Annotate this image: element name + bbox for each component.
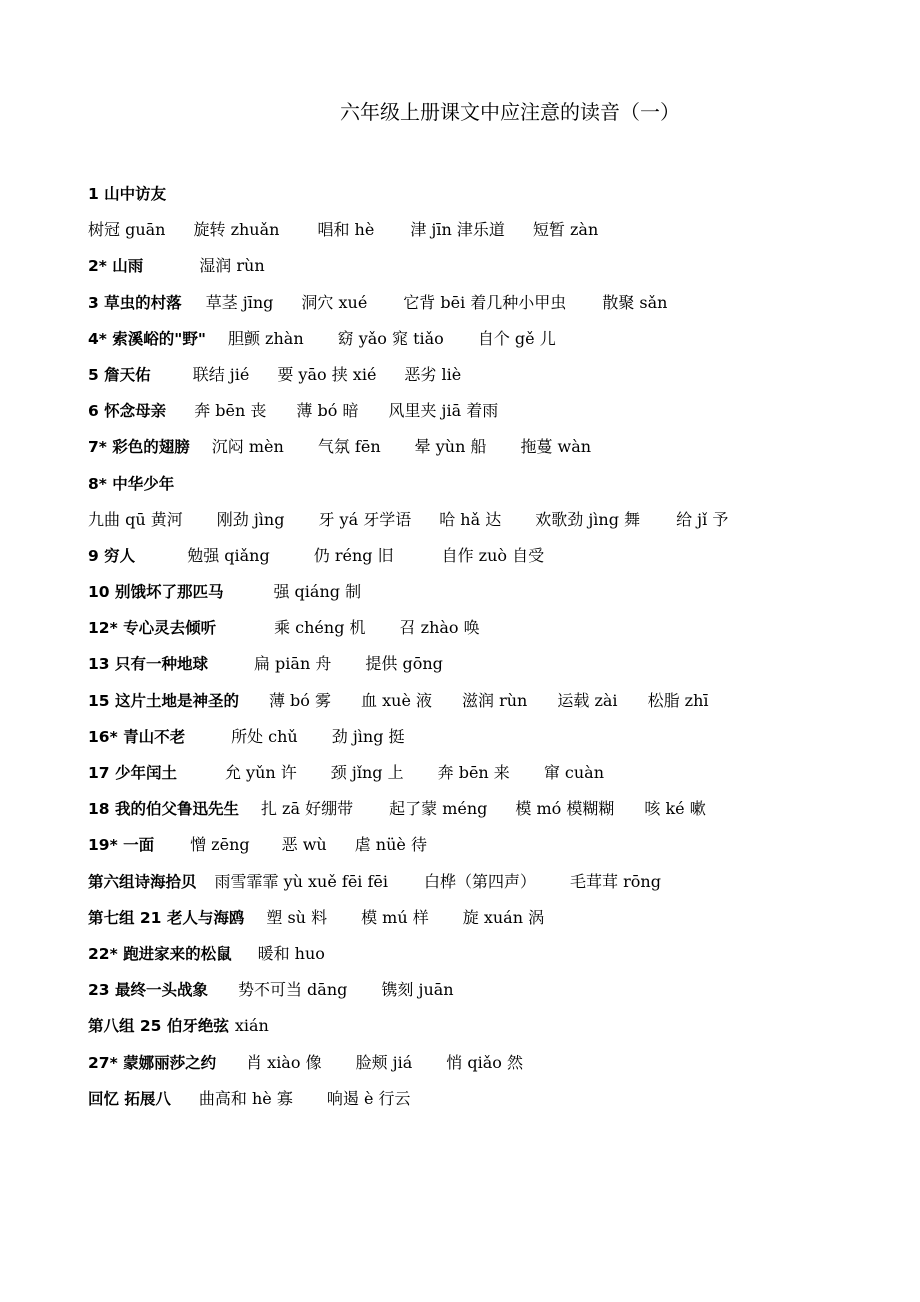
pronunciation-entry: 唱和 hè xyxy=(317,220,375,240)
lesson-line xyxy=(88,429,888,465)
lesson-line xyxy=(88,1008,888,1044)
pronunciation-entry: 白桦（第四声） xyxy=(424,871,537,891)
pronunciation-entry: 塑 sù 料 xyxy=(266,907,328,927)
pronunciation-entry: 雨雪霏霏 yù xuě fēi fēi xyxy=(214,871,389,891)
lesson-line xyxy=(88,285,888,321)
lesson-line xyxy=(88,538,888,574)
pronunciation-entry: 暖和 huo xyxy=(257,943,325,963)
pronunciation-entry: 肖 xiào 像 xyxy=(246,1052,322,1072)
lesson-line xyxy=(88,357,888,393)
lesson-title: 23 最终一头战象 xyxy=(88,981,208,1000)
pronunciation-entry: 咳 ké 嗽 xyxy=(644,799,706,819)
lesson-title: 10 别饿坏了那匹马 xyxy=(88,583,224,602)
lesson-title: 第六组诗海拾贝 xyxy=(88,872,197,891)
lesson-line xyxy=(88,321,888,357)
lesson-title: 22* 跑进家来的松鼠 xyxy=(88,944,232,963)
lesson-line xyxy=(88,574,888,610)
pronunciation-entry: 洞穴 xué xyxy=(301,292,368,312)
lesson-line xyxy=(88,755,888,791)
lesson-line xyxy=(88,610,888,646)
pronunciation-entry: 给 jǐ 予 xyxy=(676,509,729,529)
pronunciation-entry: 牙 yá 牙学语 xyxy=(318,509,412,529)
lesson-line xyxy=(88,864,888,900)
lesson-line xyxy=(88,212,888,248)
pronunciation-entry: 短暂 zàn xyxy=(532,220,599,240)
page-title: 六年级上册课文中应注意的读音（一） xyxy=(340,100,680,124)
pronunciation-entry: 哈 hǎ 达 xyxy=(439,509,502,529)
pronunciation-entry: 血 xuè 液 xyxy=(361,690,433,710)
lesson-line xyxy=(88,936,888,972)
pronunciation-entry: 乘 chéng 机 xyxy=(274,618,366,638)
pronunciation-entry: 所处 chǔ xyxy=(231,726,298,746)
pronunciation-entry: 刚劲 jìng xyxy=(216,509,285,529)
pronunciation-entry: 风里夹 jiā 着雨 xyxy=(388,401,499,421)
pronunciation-entry: 晕 yùn 船 xyxy=(414,437,487,457)
lesson-line xyxy=(88,248,888,284)
lesson-line xyxy=(88,176,888,212)
pronunciation-entry: 扁 piān 舟 xyxy=(253,654,332,674)
pronunciation-entry: 它背 bēi 着几种小甲虫 xyxy=(403,292,567,312)
pronunciation-entry: 拖蔓 wàn xyxy=(520,437,592,457)
lesson-title: 第七组 21 老人与海鸥 xyxy=(88,908,245,927)
pronunciation-entry: 势不可当 dāng xyxy=(237,980,348,1000)
pronunciation-entry: 脸颊 jiá xyxy=(355,1052,413,1072)
lesson-title: 4* 索溪峪的"野" xyxy=(88,329,206,348)
lesson-line xyxy=(88,972,888,1008)
lesson-line xyxy=(88,1081,888,1117)
lesson-line xyxy=(88,646,888,682)
pronunciation-entry: 胆颤 zhàn xyxy=(227,328,304,348)
pronunciation-entry: 响遏 è 行云 xyxy=(326,1088,411,1108)
lesson-title: 18 我的伯父鲁迅先生 xyxy=(88,800,239,819)
lesson-line xyxy=(88,683,888,719)
pronunciation-entry: 沉闷 mèn xyxy=(211,437,284,457)
lesson-title: 19* 一面 xyxy=(88,836,155,855)
pronunciation-entry: xián xyxy=(234,1016,269,1036)
lesson-list xyxy=(88,176,888,1117)
pronunciation-entry: 窜 cuàn xyxy=(543,763,605,782)
pronunciation-entry: 起了蒙 méng xyxy=(389,799,488,819)
pronunciation-entry: 毛茸茸 rōng xyxy=(570,871,661,891)
pronunciation-entry: 虐 nüè 待 xyxy=(354,835,427,855)
lesson-title: 2* 山雨 xyxy=(88,257,144,276)
pronunciation-entry: 颈 jǐng 上 xyxy=(330,763,404,782)
lesson-title: 7* 彩色的翅膀 xyxy=(88,438,190,457)
pronunciation-entry: 欢歌劲 jìng 舞 xyxy=(535,509,641,529)
pronunciation-entry: 劲 jìng 挺 xyxy=(331,726,405,746)
lesson-title: 13 只有一种地球 xyxy=(88,655,208,674)
pronunciation-entry: 勉强 qiǎng xyxy=(187,545,270,565)
lesson-title: 12* 专心灵去倾听 xyxy=(88,619,217,638)
lesson-line xyxy=(88,791,888,827)
pronunciation-entry: 召 zhào 唤 xyxy=(399,618,480,638)
lesson-title: 9 穷人 xyxy=(88,546,136,565)
pronunciation-entry: 薄 bó 雾 xyxy=(268,690,332,710)
pronunciation-entry: 仍 réng 旧 xyxy=(313,545,394,565)
lesson-title: 27* 蒙娜丽莎之约 xyxy=(88,1053,217,1072)
lesson-title: 3 草虫的村落 xyxy=(88,293,182,312)
pronunciation-entry: 自个 gě 儿 xyxy=(477,328,556,348)
pronunciation-entry: 树冠 guān xyxy=(88,220,166,240)
pronunciation-entry: 奔 bēn 来 xyxy=(437,763,510,782)
pronunciation-entry: 提供 gōng xyxy=(365,654,443,674)
pronunciation-entry: 薄 bó 暗 xyxy=(296,401,359,421)
pronunciation-entry: 散聚 sǎn xyxy=(602,292,668,312)
lesson-title: 8* 中华少年 xyxy=(88,474,175,493)
pronunciation-entry: 恶 wù xyxy=(281,835,327,855)
lesson-line xyxy=(88,502,888,538)
pronunciation-entry: 九曲 qū 黄河 xyxy=(88,509,183,529)
lesson-line xyxy=(88,900,888,936)
pronunciation-entry: 模 mú 样 xyxy=(361,907,429,927)
lesson-title: 15 这片土地是神圣的 xyxy=(88,691,239,710)
pronunciation-entry: 镌刻 juān xyxy=(381,980,454,1000)
pronunciation-entry: 津 jīn 津乐道 xyxy=(410,220,505,240)
pronunciation-entry: 草茎 jīng xyxy=(205,292,274,312)
pronunciation-entry: 湿润 rùn xyxy=(199,256,265,276)
pronunciation-entry: 憎 zēng xyxy=(190,835,250,855)
pronunciation-entry: 曲高和 hè 寡 xyxy=(198,1088,293,1108)
pronunciation-entry: 旋 xuán 涡 xyxy=(462,907,545,927)
pronunciation-entry: 气氛 fēn xyxy=(317,437,381,457)
pronunciation-entry: 自作 zuò 自受 xyxy=(441,545,545,565)
lesson-line xyxy=(88,719,888,755)
lesson-title: 1 山中访友 xyxy=(88,185,167,203)
pronunciation-entry: 联结 jié xyxy=(192,364,250,384)
pronunciation-entry: 运载 zài xyxy=(557,690,618,710)
lesson-line xyxy=(88,1045,888,1081)
lesson-title: 17 少年闰土 xyxy=(88,764,177,782)
lesson-line xyxy=(88,393,888,429)
pronunciation-entry: 强 qiáng 制 xyxy=(273,582,362,602)
lesson-title: 16* 青山不老 xyxy=(88,727,186,746)
lesson-title: 回忆 拓展八 xyxy=(88,1089,171,1108)
pronunciation-entry: 滋润 rùn xyxy=(462,690,528,710)
lesson-title: 5 詹天佑 xyxy=(88,365,151,384)
pronunciation-entry: 悄 qiǎo 然 xyxy=(446,1052,524,1072)
lesson-line xyxy=(88,466,888,502)
lesson-title: 第八组 25 伯牙绝弦 xyxy=(88,1017,229,1036)
lesson-title: 6 怀念母亲 xyxy=(88,402,167,421)
pronunciation-entry: 扎 zā 好绷带 xyxy=(260,799,354,819)
lesson-line xyxy=(88,827,888,863)
pronunciation-entry: 奔 bēn 丧 xyxy=(194,401,267,421)
pronunciation-entry: 窈 yǎo 窕 tiǎo xyxy=(337,328,444,348)
pronunciation-entry: 模 mó 模糊糊 xyxy=(515,799,615,819)
pronunciation-entry: 要 yāo 挟 xié xyxy=(277,364,377,384)
pronunciation-entry: 允 yǔn 许 xyxy=(224,763,297,782)
pronunciation-entry: 旋转 zhuǎn xyxy=(193,220,280,240)
pronunciation-entry: 恶劣 liè xyxy=(404,364,462,384)
pronunciation-entry: 松脂 zhī xyxy=(647,690,709,710)
